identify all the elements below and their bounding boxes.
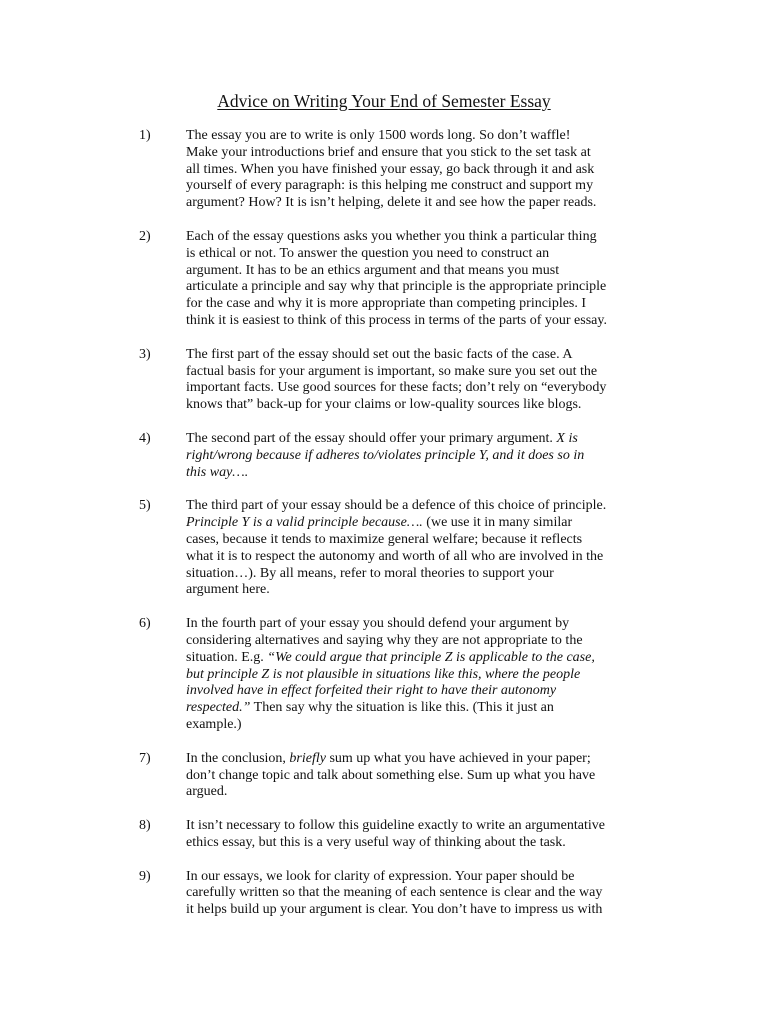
- list-item-number: 6): [139, 616, 151, 632]
- list-item: [0, 818, 768, 852]
- list-item-text: [186, 229, 658, 330]
- text-line: [186, 751, 658, 768]
- list-item: [0, 347, 768, 414]
- text-segment: The third part of your essay should be a defence of this choice of principle.: [186, 498, 607, 514]
- text-segment: think it is easiest to think of this process in terms of the parts of your essay.: [186, 312, 607, 328]
- italic-text: involved have in effect forfeited their right to have their autonomy: [186, 683, 557, 699]
- text-line: [186, 515, 658, 532]
- text-line: [186, 246, 658, 263]
- italic-text: X is: [556, 430, 578, 446]
- text-line: [186, 532, 658, 549]
- list-item-text: [186, 869, 658, 919]
- italic-text: but principle Z is not plausible in situations like this, where the people: [186, 666, 581, 682]
- text-line: [186, 683, 658, 700]
- text-segment: yourself of every paragraph: is this helping me construct and support my: [186, 178, 594, 194]
- text-segment: situation. E.g.: [186, 649, 268, 665]
- list-item-number: 5): [139, 498, 151, 514]
- italic-text: “We could argue that principle Z is applicable to the case,: [267, 649, 595, 665]
- text-line: [186, 313, 658, 330]
- list-item-text: [186, 751, 658, 801]
- text-segment: The second part of the essay should offer your primary argument.: [186, 430, 557, 446]
- list-item-number: 4): [139, 430, 151, 446]
- text-line: [186, 296, 658, 313]
- list-item-number: 8): [139, 818, 151, 834]
- numbered-list: [0, 128, 768, 936]
- text-segment: argument. It has to be an ethics argument and that means you must: [186, 262, 560, 278]
- text-segment: example.): [186, 716, 242, 732]
- list-item: [0, 616, 768, 734]
- list-item-number: 1): [139, 128, 151, 143]
- text-segment: Then say why the situation is like this. (This it just an: [250, 700, 554, 716]
- text-segment: sum up what you have achieved in your paper;: [325, 750, 591, 766]
- text-line: [186, 162, 658, 179]
- text-line: [186, 869, 658, 886]
- text-segment: factual basis for your argument is important, so make sure you set out the: [186, 363, 598, 379]
- text-segment: argument here.: [186, 582, 270, 598]
- text-segment: is ethical or not. To answer the question you need to construct an: [186, 245, 550, 261]
- text-line: [186, 633, 658, 650]
- text-segment: It isn’t necessary to follow this guideline exactly to write an argumentative: [186, 818, 605, 834]
- list-item: [0, 498, 768, 599]
- list-item-text: [186, 128, 658, 212]
- text-segment: argument? How? It is isn’t helping, delete it and see how the paper reads.: [186, 195, 597, 211]
- text-line: [186, 818, 658, 835]
- list-item-text: [186, 818, 658, 852]
- list-item-number: 9): [139, 868, 151, 884]
- text-line: [186, 498, 658, 515]
- text-line: [186, 364, 658, 381]
- text-segment: Make your introductions brief and ensure that you stick to the set task at: [186, 144, 591, 160]
- list-item-number: 3): [139, 346, 151, 362]
- text-line: [186, 380, 658, 397]
- text-line: [186, 616, 658, 633]
- list-item: [0, 869, 768, 919]
- text-line: [186, 178, 658, 195]
- list-item-number: 2): [139, 228, 151, 244]
- list-item: [0, 431, 768, 481]
- text-segment: don’t change topic and talk about something else. Sum up what you have: [186, 767, 596, 783]
- text-segment: ethics essay, but this is a very useful way of thinking about the task.: [186, 834, 566, 850]
- text-line: [186, 279, 658, 296]
- text-line: [186, 885, 658, 902]
- text-segment: articulate a principle and say why that principle is the appropriate principle: [186, 279, 607, 295]
- text-segment: In our essays, we look for clarity of expression. Your paper should be: [186, 868, 575, 884]
- text-segment: In the fourth part of your essay you should defend your argument by: [186, 616, 570, 632]
- text-line: [186, 835, 658, 852]
- text-segment: argued.: [186, 784, 228, 800]
- text-segment: The essay you are to write is only 1500 words long. So don’t waffle!: [186, 128, 571, 143]
- italic-text: right/wrong because if adheres to/violates principle Y, and it does so in: [186, 447, 585, 463]
- list-item: [0, 229, 768, 330]
- italic-text: this way….: [186, 464, 249, 480]
- list-item: [0, 751, 768, 801]
- text-line: [186, 448, 658, 465]
- text-line: [186, 431, 658, 448]
- list-item: [0, 128, 768, 212]
- text-line: [186, 650, 658, 667]
- text-segment: important facts. Use good sources for these facts; don’t rely on “everybody: [186, 380, 607, 396]
- list-item-number: 7): [139, 750, 151, 766]
- text-line: [186, 784, 658, 801]
- text-segment: situation…). By all means, refer to moral theories to support your: [186, 565, 554, 581]
- text-segment: considering alternatives and saying why they are not appropriate to the: [186, 632, 583, 648]
- text-line: [186, 549, 658, 566]
- text-line: [186, 667, 658, 684]
- text-line: [186, 768, 658, 785]
- list-item-text: [186, 347, 658, 414]
- text-line: [186, 145, 658, 162]
- list-item-text: [186, 498, 658, 599]
- text-segment: In the conclusion,: [186, 750, 290, 766]
- italic-text: respected.”: [186, 700, 251, 716]
- text-segment: knows that” back-up for your claims or low-quality sources like blogs.: [186, 397, 582, 413]
- text-segment: Each of the essay questions asks you whether you think a particular thing: [186, 228, 597, 244]
- text-line: [186, 195, 658, 212]
- text-line: [186, 347, 658, 364]
- italic-text: briefly: [289, 750, 326, 766]
- text-segment: cases, because it tends to maximize general welfare; because it reflects: [186, 531, 583, 547]
- text-line: [186, 717, 658, 734]
- text-line: [186, 700, 658, 717]
- text-line: [186, 229, 658, 246]
- text-line: [186, 263, 658, 280]
- text-line: [186, 397, 658, 414]
- text-segment: all times. When you have finished your essay, go back through it and ask: [186, 161, 595, 177]
- text-line: [186, 582, 658, 599]
- page-title: Advice on Writing Your End of Semester Essay: [217, 91, 551, 111]
- text-line: [186, 128, 658, 145]
- text-line: [186, 902, 658, 919]
- italic-text: Principle Y is a valid principle because….: [186, 515, 423, 531]
- list-item-text: [186, 431, 658, 481]
- text-segment: what it is to respect the autonomy and worth of all who are involved in the: [186, 548, 604, 564]
- text-segment: The first part of the essay should set out the basic facts of the case. A: [186, 346, 573, 362]
- text-line: [186, 465, 658, 482]
- text-segment: it helps build up your argument is clear. You don’t have to impress us with: [186, 902, 603, 918]
- text-segment: carefully written so that the meaning of each sentence is clear and the way: [186, 885, 603, 901]
- text-segment: for the case and why it is more appropriate than competing principles. I: [186, 296, 587, 312]
- list-item-text: [186, 616, 658, 734]
- text-segment: (we use it in many similar: [422, 515, 573, 531]
- text-line: [186, 566, 658, 583]
